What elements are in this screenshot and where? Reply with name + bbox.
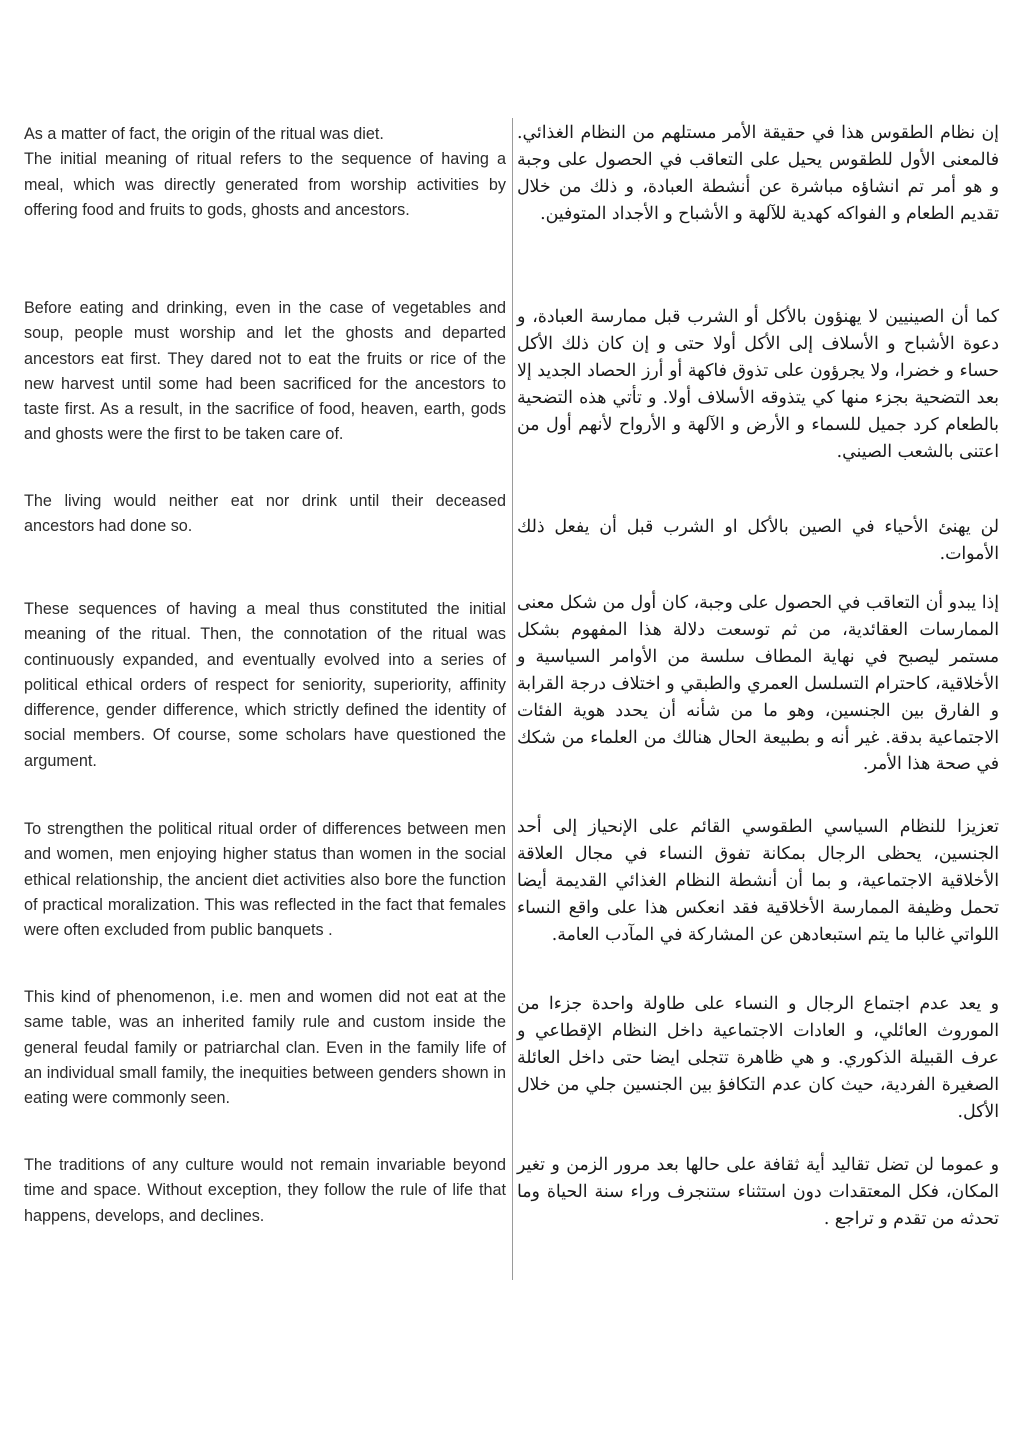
arabic-paragraph-2: كما أن الصينيين لا يهنؤون بالأكل أو الشرب قبل ممارسة العبادة، و دعوة الأشباح و الأسلاف إلى الأكل أولا حتى و إن كان ذلك الأكل حساء و خضرا، ولا يجرؤون على تذوق فاكهة أو أرز الحصاد الجديد إلا بعد التضحية بجزء منها كي يتذوقه الأسلاف أولا. و تأتي هذه التضحية بالطعام كرد جميل للسماء و الأرض و الآلهة و الأرواح لأنهم أول من اعتنى بالشعب الصيني. bbox=[517, 307, 999, 462]
arabic-paragraph-3: لن يهنئ الأحياء في الصين بالأكل او الشرب قبل أن يفعل ذلك الأموات. bbox=[517, 517, 999, 564]
english-paragraph-1: As a matter of fact, the origin of the ritual was diet. The initial meaning of ritual refers to the sequence of having a meal, which was directly generated from worship activities by offering food and fruits to gods, ghosts and ancestors. bbox=[24, 125, 506, 219]
arabic-paragraph-1: إن نظام الطقوس هذا في حقيقة الأمر مستلهم من النظام الغذائي. فالمعنى الأول للطقوس يحيل على التعاقب في الحصول على وجبة و هو أمر تم انشاؤه مباشرة عن أنشطة العبادة، و ذلك من خلال تقديم الطعام و الفواكه كهدية للآلهة و الأشباح و الأجداد المتوفين. bbox=[517, 123, 999, 224]
english-paragraph-7: The traditions of any culture would not remain invariable beyond time and space. Without exception, they follow the rule of life that happens, develops, and declines. bbox=[24, 1156, 506, 1225]
english-paragraph-3: The living would neither eat nor drink until their deceased ancestors had done so. bbox=[24, 492, 506, 536]
english-paragraph-4: These sequences of having a meal thus constituted the initial meaning of the ritual. Then, the connotation of the ritual was continuously expanded, and eventually evolved into a series of political ethical orders of respect for seniority, superiority, affinity difference, gender difference, which strictly defined the identity of social members. Of course, some scholars have questioned the argument. bbox=[24, 600, 506, 770]
english-paragraph-6: This kind of phenomenon, i.e. men and women did not eat at the same table, was an inherited family rule and custom inside the general feudal family or patriarchal clan. Even in the family life of an individual small family, the inequities between genders shown in eating were commonly seen. bbox=[24, 988, 506, 1108]
arabic-paragraph-7: و عموما لن تضل تقاليد أية ثقافة على حالها بعد مرور الزمن و تغير المكان، فكل المعتقدات دون استثناء ستنجرف وراء سنة الحياة وما تحدثه من تقدم و تراجع . bbox=[517, 1155, 999, 1229]
english-paragraph-5: To strengthen the political ritual order of differences between men and women, men enjoying higher status than women in the social ethical relationship, the ancient diet activities also bore the function of practical moralization. This was reflected in the fact that females were often excluded from public banquets . bbox=[24, 820, 506, 940]
english-paragraph-2: Before eating and drinking, even in the case of vegetables and soup, people must worship and let the ghosts and departed ancestors eat first. They dared not to eat the fruits or rice of the new harvest until some had been sacrificed for the ancestors to taste first. As a result, in the sacrifice of food, heaven, earth, gods and ghosts were the first to be taken care of. bbox=[24, 299, 506, 444]
arabic-paragraph-6: و يعد عدم اجتماع الرجال و النساء على طاولة واحدة جزءا من الموروث العائلي، و العادات الاجتماعية داخل النظام الإقطاعي و عرف القبيلة الذكوري. و هي ظاهرة تتجلى ايضا حتى داخل العائلة الصغيرة الفردية، حيث كان عدم التكافؤ بين الجنسين جلي من خلال الأكل. bbox=[517, 994, 999, 1122]
arabic-paragraph-5: تعزيزا للنظام السياسي الطقوسي القائم على الإنحياز إلى أحد الجنسين، يحظى الرجال بمكانة تفوق النساء في مجال العلاقة الأخلاقية الاجتماعية، و بما أن أنشطة النظام الغذائي القديمة أيضا تحمل وظيفة الممارسة الأخلاقية فقد انعكس هذا على واقع النساء اللواتي غالبا ما يتم استبعادهن عن المشاركة في المآدب العامة. bbox=[517, 817, 999, 945]
arabic-paragraph-4: إذا يبدو أن التعاقب في الحصول على وجبة، كان أول من شكل معنى الممارسات العقائدية، من ثم توسعت دلالة هذا المفهوم بشكل مستمر ليصبح في نهاية المطاف سلسة من الأوامر السياسية و الأخلاقية، كاحترام التسلسل العمري والطبقي و اختلاف درجة القرابة و الفارق بين الجنسين، وهو ما من شأنه أن يحدد هوية الفئات الاجتماعية بدقة. غير أنه و بطبيعة الحال هنالك من العلماء من شكك في صحة هذا الأمر. bbox=[517, 593, 999, 775]
column-divider bbox=[512, 118, 513, 1280]
